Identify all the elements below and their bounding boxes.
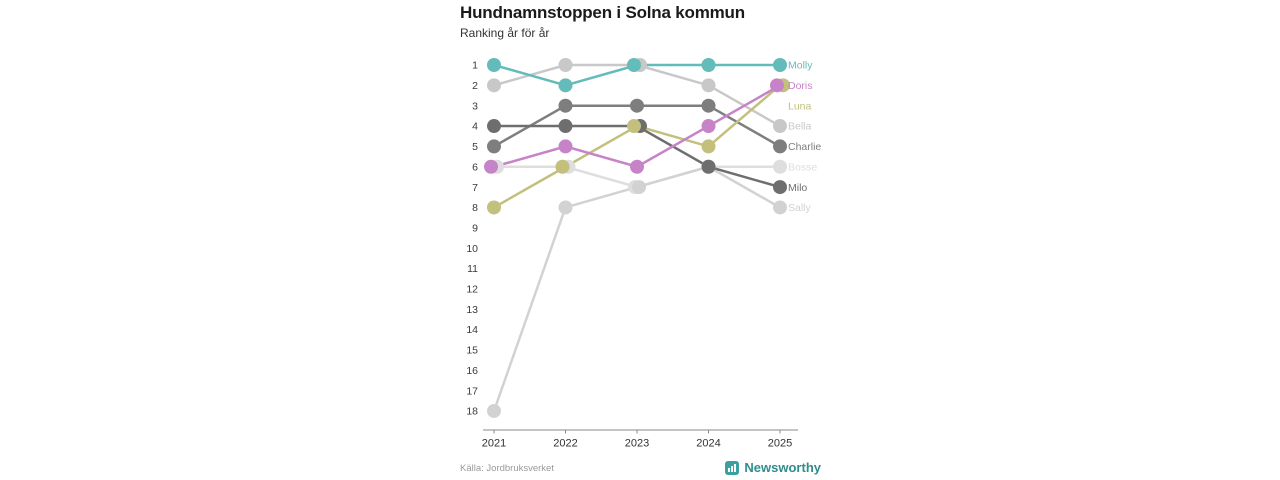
data-point-doris-2022 [559, 139, 573, 153]
series-label-bella: Bella [788, 120, 812, 133]
rank-axis-label: 15 [466, 344, 478, 357]
data-point-luna-2024 [702, 139, 716, 153]
rank-axis-label: 3 [472, 100, 478, 113]
data-point-charlie-2023 [630, 99, 644, 113]
data-point-bella-2024 [702, 78, 716, 92]
rank-axis-label: 13 [466, 303, 478, 316]
data-point-bella-2025 [773, 119, 787, 133]
data-point-sally-2023 [632, 180, 646, 194]
chart-block [460, 0, 840, 480]
rank-axis-label: 18 [466, 405, 478, 418]
data-point-doris-2021 [484, 160, 498, 174]
data-point-molly-2021 [487, 58, 501, 72]
data-point-luna-2021 [487, 200, 501, 214]
data-point-sally-2021 [487, 404, 501, 418]
data-point-molly-2024 [702, 58, 716, 72]
data-point-bella-2021 [487, 78, 501, 92]
series-line-milo [494, 126, 780, 187]
series-label-charlie: Charlie [788, 141, 822, 154]
newsworthy-logo-glyph [725, 461, 739, 475]
rank-axis-label: 10 [466, 242, 478, 255]
year-axis-label: 2022 [553, 437, 578, 450]
data-point-milo-2024 [702, 160, 716, 174]
data-point-luna-2023 [627, 119, 641, 133]
series-label-doris: Doris [788, 80, 813, 93]
series-line-bella [494, 65, 780, 126]
data-point-charlie-2025 [773, 139, 787, 153]
newsworthy-brand-text: Newsworthy [744, 460, 821, 475]
data-point-milo-2025 [773, 180, 787, 194]
series-label-milo: Milo [788, 181, 808, 194]
bump-chart [460, 50, 840, 450]
data-point-charlie-2021 [487, 139, 501, 153]
data-point-molly-2022 [559, 78, 573, 92]
rank-axis-label: 5 [472, 141, 478, 154]
data-point-milo-2022 [559, 119, 573, 133]
year-axis-label: 2024 [696, 437, 721, 450]
rank-axis-label: 1 [472, 59, 478, 72]
data-point-sally-2022 [559, 200, 573, 214]
source-note: Källa: Jordbruksverket [460, 463, 554, 474]
rank-axis-label: 7 [472, 181, 478, 194]
rank-axis-label: 9 [472, 222, 478, 235]
series-label-sally: Sally [788, 202, 811, 215]
chart-subtitle: Ranking år för år [460, 26, 550, 40]
data-point-charlie-2024 [702, 99, 716, 113]
data-point-molly-2023 [627, 58, 641, 72]
data-point-luna-2022 [556, 160, 570, 174]
series-line-sally [494, 167, 780, 411]
rank-axis-label: 12 [466, 283, 478, 296]
rank-axis-label: 6 [472, 161, 478, 174]
newsworthy-brand-link[interactable] [725, 460, 821, 475]
series-label-bosse: Bosse [788, 161, 818, 174]
data-point-doris-2025 [770, 78, 784, 92]
data-point-doris-2024 [702, 119, 716, 133]
year-axis-label: 2021 [481, 437, 507, 450]
newsworthy-logo-icon [725, 461, 739, 475]
rank-axis-label: 14 [466, 324, 478, 337]
data-point-charlie-2022 [559, 99, 573, 113]
data-point-molly-2025 [773, 58, 787, 72]
year-axis-label: 2023 [624, 437, 650, 450]
rank-axis-label: 8 [472, 202, 478, 215]
chart-title: Hundnamnstoppen i Solna kommun [460, 3, 745, 22]
rank-axis-label: 17 [466, 385, 478, 398]
data-point-milo-2021 [487, 119, 501, 133]
series-label-luna: Luna [788, 100, 812, 113]
year-axis-label: 2025 [767, 437, 793, 450]
data-point-bosse-2025 [773, 160, 787, 174]
series-label-molly: Molly [788, 59, 813, 72]
data-point-doris-2023 [630, 160, 644, 174]
data-point-bella-2022 [559, 58, 573, 72]
data-point-sally-2025 [773, 200, 787, 214]
rank-axis-label: 11 [467, 263, 478, 276]
rank-axis-label: 16 [466, 364, 478, 377]
rank-axis-label: 2 [472, 80, 478, 93]
rank-axis-label: 4 [472, 120, 478, 133]
